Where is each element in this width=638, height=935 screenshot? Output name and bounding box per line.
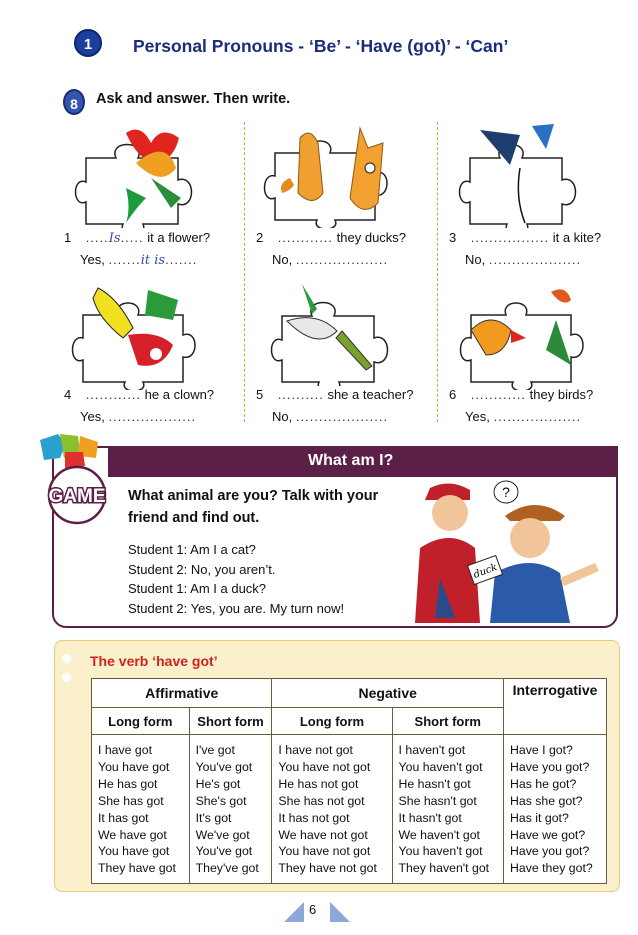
answer-1: Yes, .......it is....... bbox=[80, 252, 198, 268]
dialog-line: Student 1: Am I a cat? bbox=[128, 542, 256, 557]
interrogative-column bbox=[504, 735, 607, 884]
unit-number-badge: 1 bbox=[74, 29, 102, 57]
dialog-line: Student 1: Am I a duck? bbox=[128, 581, 267, 596]
table-cell: She has got bbox=[98, 793, 164, 808]
table-cell: Have you got? bbox=[510, 759, 590, 774]
table-cell: She has not got bbox=[278, 793, 365, 808]
table-cell: We have not got bbox=[278, 827, 368, 842]
answer-6: Yes, ................... bbox=[465, 409, 582, 424]
puzzle-teacher-image bbox=[262, 276, 422, 386]
page-number-arrows bbox=[282, 896, 352, 924]
puzzle-ducks-image bbox=[260, 118, 420, 228]
puzzle-flower-image bbox=[66, 118, 226, 228]
question-5: 5 .......... she a teacher? bbox=[256, 387, 414, 402]
game-question: What animal are you? Talk with your friend and find out. bbox=[128, 488, 379, 526]
table-cell: They haven't got bbox=[398, 861, 490, 876]
table-cell: You have got bbox=[98, 844, 170, 859]
table-cell: Has he got? bbox=[510, 776, 577, 791]
table-cell: We have got bbox=[98, 827, 167, 842]
table-cell: Has it got? bbox=[510, 810, 569, 825]
table-cell: It's got bbox=[195, 810, 232, 825]
question-4: 4 ............ he a clown? bbox=[64, 387, 215, 402]
game-title: What am I? bbox=[308, 452, 394, 469]
negative-long-column bbox=[272, 735, 392, 884]
question-6: 6 ............ they birds? bbox=[449, 387, 594, 402]
table-cell: Have I got? bbox=[510, 743, 573, 757]
question-2: 2 ............ they ducks? bbox=[256, 230, 407, 245]
game-logo-text: GAME bbox=[48, 486, 106, 507]
table-cell: I haven't got bbox=[398, 743, 466, 757]
table-cell: You've got bbox=[195, 759, 253, 774]
page-number: 6 bbox=[309, 902, 317, 917]
table-cell: Has she got? bbox=[510, 793, 583, 808]
answer-1-question: Is bbox=[108, 231, 121, 246]
answer-5: No, .................... bbox=[272, 409, 389, 424]
affirmative-long-column bbox=[92, 735, 190, 884]
answer-2: No, .................... bbox=[272, 252, 389, 267]
table-cell: He has got bbox=[98, 776, 158, 791]
puzzle-clown-image bbox=[68, 280, 228, 390]
header-affirmative: Affirmative bbox=[92, 679, 272, 708]
answer-3: No, .................... bbox=[465, 252, 582, 267]
table-cell: Have they got? bbox=[510, 861, 593, 876]
bubble-text: ? bbox=[502, 484, 510, 500]
column-divider bbox=[437, 122, 438, 422]
puzzle-birds-image bbox=[456, 280, 616, 390]
grammar-dot bbox=[62, 673, 71, 682]
column-divider bbox=[244, 122, 245, 422]
table-cell: It has got bbox=[98, 810, 149, 825]
table-cell: I've got bbox=[195, 743, 235, 757]
subheader-short-form: Short form bbox=[392, 708, 503, 735]
dialog-line: Student 2: Yes, you are. My turn now! bbox=[128, 600, 345, 616]
subheader-long-form: Long form bbox=[272, 708, 392, 735]
table-cell: She hasn't got bbox=[398, 793, 477, 808]
page-title: Personal Pronouns - ‘Be’ - ‘Have (got)’ - ‘Can’ bbox=[133, 36, 509, 56]
answer-1-response: it is bbox=[140, 253, 166, 268]
table-cell: We haven't got bbox=[398, 827, 480, 842]
affirmative-short-column bbox=[189, 735, 272, 884]
table-cell: Have you got? bbox=[510, 844, 590, 859]
table-cell: You haven't got bbox=[398, 759, 483, 774]
table-cell: They have not got bbox=[278, 861, 377, 876]
grammar-title: The verb ‘have got’ bbox=[90, 653, 218, 669]
table-cell: You've got bbox=[195, 844, 253, 859]
table-cell: I have not got bbox=[278, 743, 353, 757]
puzzle-kite-image bbox=[450, 118, 610, 228]
exercise-number-badge: 8 bbox=[63, 89, 85, 115]
card-text: duck bbox=[472, 562, 499, 581]
table-cell: He's got bbox=[195, 776, 241, 791]
negative-short-column bbox=[392, 735, 503, 884]
header-interrogative: Interrogative bbox=[504, 679, 607, 735]
have-got-table bbox=[91, 678, 607, 884]
table-cell: We've got bbox=[195, 827, 250, 842]
table-cell: I have got bbox=[98, 743, 153, 757]
grammar-dot bbox=[62, 654, 71, 663]
dialog-line: Student 2: No, you aren’t. bbox=[128, 561, 276, 577]
table-cell: You have got bbox=[98, 759, 170, 774]
table-cell: She's got bbox=[195, 793, 247, 808]
table-cell: You have not got bbox=[278, 759, 371, 774]
answer-4: Yes, ................... bbox=[80, 409, 197, 424]
subheader-short-form: Short form bbox=[189, 708, 272, 735]
kids-illustration bbox=[410, 478, 610, 626]
table-cell: He has not got bbox=[278, 776, 359, 791]
table-cell: You haven't got bbox=[398, 844, 483, 859]
table-cell: Have we got? bbox=[510, 827, 586, 842]
subheader-long-form: Long form bbox=[92, 708, 190, 735]
table-cell: You have not got bbox=[278, 844, 371, 859]
game-dialog bbox=[128, 540, 344, 618]
table-cell: They've got bbox=[195, 861, 259, 876]
question-1: 1 .....Is..... it a flower? bbox=[64, 230, 211, 246]
table-cell: It has not got bbox=[278, 810, 350, 825]
question-3: 3 ................. it a kite? bbox=[449, 230, 602, 245]
game-logo bbox=[30, 430, 125, 525]
exercise-instruction: Ask and answer. Then write. bbox=[96, 91, 291, 107]
header-negative: Negative bbox=[272, 679, 504, 708]
table-cell: They have got bbox=[98, 861, 176, 876]
table-cell: He hasn't got bbox=[398, 776, 471, 791]
table-cell: It hasn't got bbox=[398, 810, 462, 825]
